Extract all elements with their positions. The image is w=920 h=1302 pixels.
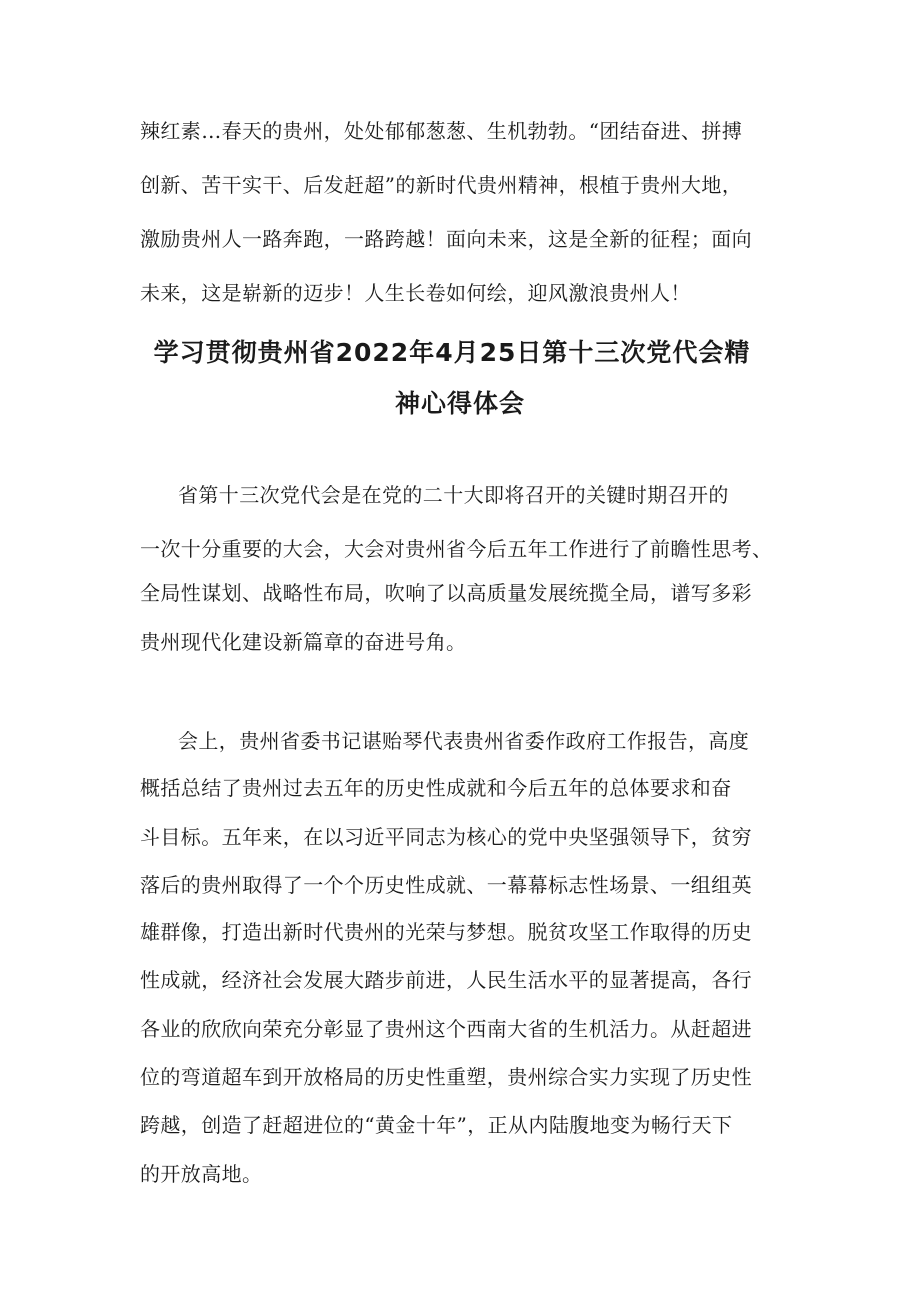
paragraph-2-line-4: 落后的贵州取得了一个个历史性成就、一幕幕标志性场景、一组组英 xyxy=(140,873,752,897)
intro-line-4: 未来，这是崭新的迈步！人生长卷如何绘，迎风激浪贵州人！ xyxy=(140,281,691,305)
paragraph-2-line-8: 位的弯道超车到开放格局的历史性重塑，贵州综合实力实现了历史性 xyxy=(140,1065,752,1089)
intro-line-1: 辣红素…春天的贵州，处处郁郁葱葱、生机勃勃。“团结奋进、拼搏 xyxy=(140,119,743,143)
document-title-line-2: 神心得体会 xyxy=(394,389,525,418)
paragraph-2-line-7: 各业的欣欣向荣充分彰显了贵州这个西南大省的生机活力。从赶超进 xyxy=(140,1017,752,1041)
intro-line-2: 创新、苦干实干、后发赶超”的新时代贵州精神，根植于贵州大地， xyxy=(140,173,743,197)
paragraph-1-line-4: 贵州现代化建设新篇章的奋进号角。 xyxy=(140,630,467,654)
paragraph-2-line-9: 跨越，创造了赶超进位的“黄金十年”，正从内陆腹地变为畅行天下 xyxy=(140,1113,733,1137)
paragraph-2-line-3: 斗目标。五年来，在以习近平同志为核心的党中央坚强领导下，贫穷 xyxy=(140,825,752,849)
paragraph-2-line-1: 会上，贵州省委书记谌贻琴代表贵州省委作政府工作报告，高度 xyxy=(178,729,750,753)
paragraph-2-line-6: 性成就，经济社会发展大踏步前进，人民生活水平的显著提高，各行 xyxy=(140,968,752,992)
paragraph-1-line-1: 省第十三次党代会是在党的二十大即将召开的关键时期召开的 xyxy=(178,483,729,507)
document-title-line-1: 学习贯彻贵州省2022年4月25日第十三次党代会精 xyxy=(153,338,751,367)
paragraph-1-line-3: 全局性谋划、战略性布局，吹响了以高质量发展统揽全局，谱写多彩 xyxy=(140,581,752,605)
paragraph-1-line-2: 一次十分重要的大会，大会对贵州省今后五年工作进行了前瞻性思考、 xyxy=(140,537,773,561)
paragraph-2-line-10: 的开放高地。 xyxy=(140,1162,263,1186)
paragraph-2-line-2: 概括总结了贵州过去五年的历史性成就和今后五年的总体要求和奋 xyxy=(140,776,732,800)
paragraph-2-line-5: 雄群像，打造出新时代贵州的光荣与梦想。脱贫攻坚工作取得的历史 xyxy=(140,920,752,944)
intro-line-3: 激励贵州人一路奔跑，一路跨越！面向未来，这是全新的征程；面向 xyxy=(140,227,752,251)
